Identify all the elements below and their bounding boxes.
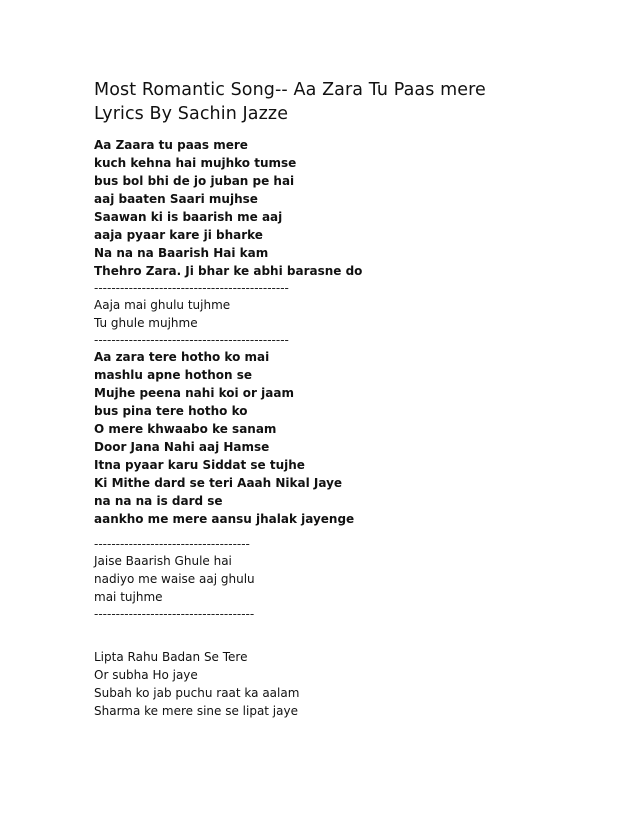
lyric-line: Aa Zaara tu paas mere: [94, 138, 248, 152]
lyric-line: bus pina tere hotho ko: [94, 404, 248, 418]
lyric-line: Thehro Zara. Ji bhar ke abhi barasne do: [94, 264, 363, 278]
lyric-line: Aaja mai ghulu tujhme: [94, 298, 231, 312]
lyric-line: aaja pyaar kare ji bharke: [94, 228, 263, 242]
lyric-line: Aa zara tere hotho ko mai: [94, 350, 270, 364]
lyric-line: O mere khwaabo ke sanam: [94, 422, 277, 436]
lyric-line: Jaise Baarish Ghule hai: [94, 554, 232, 568]
lyric-line: nadiyo me waise aaj ghulu: [94, 572, 255, 586]
spacer: [94, 622, 614, 648]
lyric-line: Tu ghule mujhme: [94, 316, 198, 330]
lyric-line: Itna pyaar karu Siddat se tujhe: [94, 458, 305, 472]
separator-line: ---------------------------------------------: [94, 333, 289, 347]
verse-3: [94, 648, 614, 720]
lyric-line: aankho me mere aansu jhalak jayenge: [94, 512, 355, 526]
lyric-line: Subah ko jab puchu raat ka aalam: [94, 686, 300, 700]
chorus-1: [94, 296, 614, 332]
lyric-line: Door Jana Nahi aaj Hamse: [94, 440, 270, 454]
verse-2: [94, 348, 614, 528]
lyric-line: kuch kehna hai mujhko tumse: [94, 156, 297, 170]
lyric-line: mai tujhme: [94, 590, 163, 604]
lyric-line: na na na is dard se: [94, 494, 223, 508]
lyrics-author: Lyrics By Sachin Jazze: [94, 104, 289, 124]
lyric-line: Mujhe peena nahi koi or jaam: [94, 386, 294, 400]
lyric-line: Sharma ke mere sine se lipat jaye: [94, 704, 298, 718]
separator-line: ---------------------------------------------: [94, 281, 289, 295]
lyric-line: aaj baaten Saari mujhse: [94, 192, 258, 206]
lyric-line: Saawan ki is baarish me aaj: [94, 210, 283, 224]
document-page: [94, 78, 614, 720]
chorus-2: [94, 552, 614, 606]
verse-1: [94, 136, 614, 280]
separator-line: -------------------------------------: [94, 607, 255, 621]
song-title: Most Romantic Song-- Aa Zara Tu Paas mere: [94, 80, 486, 100]
spacer: [94, 528, 614, 536]
lyric-line: mashlu apne hothon se: [94, 368, 252, 382]
lyric-line: bus bol bhi de jo juban pe hai: [94, 174, 295, 188]
lyric-line: Na na na Baarish Hai kam: [94, 246, 269, 260]
lyric-line: Or subha Ho jaye: [94, 668, 198, 682]
title-block: [94, 78, 614, 126]
separator-line: ------------------------------------: [94, 537, 250, 551]
lyric-line: Ki Mithe dard se teri Aaah Nikal Jaye: [94, 476, 343, 490]
lyric-line: Lipta Rahu Badan Se Tere: [94, 650, 248, 664]
